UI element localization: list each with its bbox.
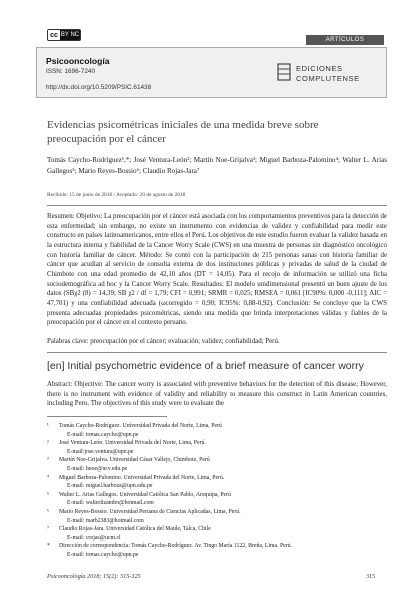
footnote-divider: [47, 416, 167, 417]
publisher-line1: EDICIONES: [296, 64, 343, 73]
author-list: Tomás Caycho-Rodríguez¹,*; José Ventura-León²; Martín Noe-Grijalva³; Miguel Barboza-Palomino⁴; Walter L. Arias Gallegos⁵; Mario Reyes-Bossio⁶; Claudio Rojas-Jara⁷: [47, 156, 387, 175]
page-number: 315: [366, 573, 376, 580]
footnote-mark: ⁵: [47, 491, 50, 498]
footnote-email[interactable]: [47, 517, 387, 526]
footnote-mark: *: [47, 543, 50, 550]
publisher-logo-icon: [277, 63, 291, 81]
footnote-text: Martín Noe-Grijalva. Universidad César Vallejo, Chimbote, Perú: [59, 457, 210, 464]
footnote-affiliation: [47, 491, 387, 500]
footnote-mark: [47, 482, 59, 491]
footnote-affiliation: [47, 542, 387, 551]
footnote-text: Miguel Barboza-Palomino. Universidad Privada del Norte, Lima, Perú.: [59, 474, 225, 481]
footnote-affiliation: [47, 525, 387, 534]
footnote-text: Claudio Rojas-Jara. Universidad Católica del Maule, Talca, Chile: [59, 526, 211, 533]
footnote-text: E-mail: walterlizandro@hotmail.com: [67, 500, 154, 507]
abstract-en: Abstract: Objective: The cancer worry is associated with preventive behaviors for the detection of this disease; However, there is no instrument with evidence of validity and reliability to measure this construct in Latin American countries, including Peru. The objectives of this study were to evaluate the: [47, 381, 387, 408]
footnote-email[interactable]: [47, 551, 387, 560]
footnote-text: E-mail: tomas.caycho@upn.pe: [67, 551, 139, 558]
article-title-es: Evidencias psicométricas iniciales de una medida breve sobre preocupación por el cáncer: [47, 119, 319, 145]
footnote-text: Walter L. Arias Gallegos. Universidad Católica San Pablo, Arequipa, Perú: [59, 491, 231, 498]
footnote-mark: [47, 534, 59, 543]
footnote-mark: [47, 551, 59, 560]
cc-license-badge[interactable]: [47, 29, 81, 41]
footnote-mark: [47, 448, 59, 457]
cc-icon: cc: [48, 30, 60, 40]
footnote-mark: ²: [47, 440, 49, 447]
footnote-mark: [47, 499, 59, 508]
footnote-email[interactable]: [47, 448, 387, 457]
footnote-text: E-mail: crojas@ucm.cl: [67, 534, 121, 541]
footnote-email[interactable]: [47, 482, 387, 491]
abstract-es: Resumen: Objetivo: La preocupación por el cáncer está asociada con los comportamientos preventivos para la detección de esta enfermedad; sin embargo, no existe un instrumento con evidencias de validez y confiabilidad para medir este constructo en países latinoamericanos, entre ellos el Perú. Los objetivos de este estudio fueron evaluar la validez basada en la estructura interna y fiabilidad de la Cancer Worry Scale (CWS) en una muestra de personas sin diagnóstico oncológico con historia familiar de cáncer. Método: Se contó con la participación de 215 personas sanas con historia familiar de cáncer que acudían al servicio de consulta externa de dos instituciones públicas y privadas de salud de la ciudad de Chimbote con una edad promedio de 42,10 años (DT = 14,05). Para el recojo de información se utilizó una ficha sociodemográfica ad hoc y la Cancer Worry Scale. Resultados: El modelo unidimensional presentó un buen ajuste de los datos (SBχ2 (8) = 14,39; SB χ2 / df = 1,79; CFI = 0,991; SRMR = 0,025; RMSEA = 0,061 [IC90%: 0,000 -0,111]; AIC = 47,701) y una confiabilidad adecuada (ωcorregido = 0,90; IC95%: 0,88-0,92). Conclusión: Se concluye que la CWS presenta adecuadas propiedades psicométricas, siendo una medida que brinda interpretaciones válidas y fiables de la preocupación por el cáncer en el contexto peruano.: [47, 213, 387, 327]
footnote-mark: [47, 431, 59, 440]
footnote-mark: ⁴: [47, 474, 50, 481]
footnote-mark: ³: [47, 457, 49, 464]
footnote-mark: ⁷: [47, 526, 50, 533]
footer-citation: Psicooncología 2018; 15(2): 315-325: [47, 573, 141, 580]
article-title-en: [en] Initial psychometric evidence of a brief measure of cancer worry: [47, 360, 364, 372]
footnote-text: E-mail:jose.ventura@upn.pe: [67, 448, 134, 455]
publisher-line2: COMPLUTENSE: [296, 74, 360, 83]
section-tag: ARTÍCULOS: [306, 35, 384, 45]
received-dates: Recibido: 15 de junio de 2018 / Aceptado: 20 de agosto de 2018: [47, 192, 186, 198]
by-nc-icon: BY NC: [60, 32, 80, 38]
footnote-email[interactable]: [47, 431, 387, 440]
footnote-text: José Ventura-León. Universidad Privada del Norte, Lima, Perú.: [59, 440, 206, 447]
footnote-email[interactable]: [47, 465, 387, 474]
issn: ISSN: 1696-7240: [46, 68, 96, 75]
footnote-text: E-mail: hnoe@ucv.edu.pe: [67, 465, 128, 472]
footnote-text: Tomás Caycho-Rodríguez. Universidad Privada del Norte, Lima, Perú: [59, 423, 222, 429]
footnote-email[interactable]: [47, 499, 387, 508]
footnote-mark: ¹: [47, 423, 49, 429]
doi-link[interactable]: http://dx.doi.org/10.5209/PSIC.61438: [46, 84, 152, 91]
divider: [47, 205, 387, 206]
footnote-mark: [47, 517, 59, 526]
footnote-text: E-mail: tomas.caycho@upn.pe: [67, 431, 139, 438]
footnote-affiliation: [47, 474, 387, 483]
footnote-affiliation: [47, 456, 387, 465]
footnote-text: Mario Reyes-Bossio. Universidad Peruana de Ciencias Aplicadas, Lima, Perú.: [59, 508, 241, 515]
footnote-text: Dirección de correspondencia: Tomás Caycho-Rodríguez. Av. Tingo María 1122, Breña, Lima. Perú.: [59, 543, 293, 550]
journal-name: Psicooncología: [46, 56, 110, 66]
footnote-mark: [47, 465, 59, 474]
footnote-email[interactable]: [47, 534, 387, 543]
footnote-affiliation: [47, 439, 387, 448]
keywords-es: Palabras clave: preocupación por el cáncer; evaluación; validez; confiabilidad; Perú.: [47, 338, 280, 345]
footnote-affiliation: [47, 508, 387, 517]
footnote-text: E-mail: marb2383@hotmail.com: [67, 517, 144, 524]
footnote-mark: ⁶: [47, 508, 50, 515]
footnotes: [47, 422, 387, 560]
divider: [47, 352, 387, 353]
footnote-text: E-mail: miguel.barboza@upn.edu.pe: [67, 483, 153, 490]
footnote-affiliation: [47, 422, 387, 431]
